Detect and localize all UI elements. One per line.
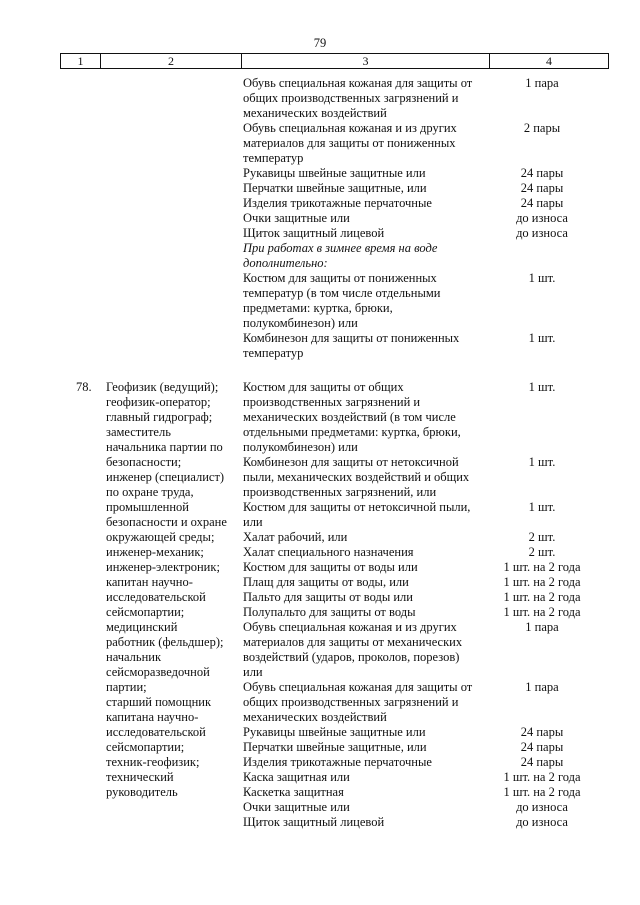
entry78-item-9-qty: 1 пара xyxy=(525,620,559,634)
top-item-9-qty: 1 шт. xyxy=(528,331,556,345)
profession-line-14: исследовательской xyxy=(106,590,206,604)
header-col-1: 1 xyxy=(61,54,101,68)
profession-line-19: сейсморазведочной xyxy=(106,665,210,679)
profession-line-18: начальник xyxy=(106,650,162,664)
top-item-6-qty: до износа xyxy=(516,226,568,240)
entry78-item-7-qty: 1 шт. на 2 года xyxy=(503,590,581,604)
profession-line-27: руководитель xyxy=(106,785,178,799)
profession-line-13: капитан научно- xyxy=(106,575,193,589)
profession-line-12: инженер-электроник; xyxy=(106,560,220,574)
entry78-item-0-line-2: механических воздействий (в том числе xyxy=(243,410,456,424)
entry78-item-5-line-0: Костюм для защиты от воды или xyxy=(243,560,418,574)
top-item-8-line-3: полукомбинезон) или xyxy=(243,316,358,330)
header-col-3: 3 xyxy=(242,54,490,68)
top-item-1-line-2: температур xyxy=(243,151,304,165)
entry78-item-1-line-2: производственных загрязнений, или xyxy=(243,485,437,499)
top-item-3-line-0: Перчатки швейные защитные, или xyxy=(243,181,427,195)
entry78-item-5-qty: 1 шт. на 2 года xyxy=(503,560,581,574)
entry78-item-9-line-0: Обувь специальная кожаная и из других xyxy=(243,620,457,634)
entry78-item-11-qty: 24 пары xyxy=(520,725,564,739)
entry78-item-14-line-0: Каска защитная или xyxy=(243,770,350,784)
profession-line-15: сейсмопартии; xyxy=(106,605,185,619)
entry78-item-7-line-0: Пальто для защиты от воды или xyxy=(243,590,413,604)
top-item-8-line-2: предметами: куртка, брюки, xyxy=(243,301,393,315)
profession-line-3: заместитель xyxy=(106,425,171,439)
profession-line-6: инженер (специалист) xyxy=(106,470,225,484)
entry78-item-10-line-0: Обувь специальная кожаная для защиты от xyxy=(243,680,473,694)
entry78-item-0-qty: 1 шт. xyxy=(528,380,556,394)
top-item-0-line-1: общих производственных загрязнений и xyxy=(243,91,459,105)
top-item-8-qty: 1 шт. xyxy=(528,271,556,285)
top-item-5-qty: до износа xyxy=(516,211,568,225)
header-col-4: 4 xyxy=(546,54,552,68)
entry78-item-4-line-0: Халат специального назначения xyxy=(243,545,414,559)
top-item-4-line-0: Изделия трикотажные перчаточные xyxy=(243,196,432,210)
top-item-2-qty: 24 пары xyxy=(520,166,564,180)
profession-line-17: работник (фельдшер); xyxy=(106,635,224,649)
top-item-2-line-0: Рукавицы швейные защитные или xyxy=(243,166,426,180)
profession-line-25: техник-геофизик; xyxy=(106,755,200,769)
entry78-item-9-line-1: материалов для защиты от механических xyxy=(243,635,463,649)
entry78-item-1-line-0: Комбинезон для защиты от нетоксичной xyxy=(243,455,459,469)
profession-line-5: безопасности; xyxy=(106,455,182,469)
entry78-item-3-line-0: Халат рабочий, или xyxy=(243,530,348,544)
entry78-item-8-qty: 1 шт. на 2 года xyxy=(503,605,581,619)
profession-line-7: по охране труда, xyxy=(106,485,194,499)
top-item-0-line-0: Обувь специальная кожаная для защиты от xyxy=(243,76,473,90)
top-item-0-line-2: механических воздействий xyxy=(243,106,387,120)
top-item-1-qty: 2 пары xyxy=(523,121,561,135)
entry78-item-0-line-0: Костюм для защиты от общих xyxy=(243,380,404,394)
entry78-item-3-qty: 2 шт. xyxy=(528,530,556,544)
entry78-item-8-line-0: Полупальто для защиты от воды xyxy=(243,605,416,619)
entry78-item-9-line-2: воздействий (ударов, проколов, порезов) xyxy=(243,650,460,664)
entry78-item-17-qty: до износа xyxy=(516,815,568,829)
profession-line-24: сейсмопартии; xyxy=(106,740,185,754)
top-item-9-line-1: температур xyxy=(243,346,304,360)
top-item-6-line-0: Щиток защитный лицевой xyxy=(243,226,385,240)
entry78-item-11-line-0: Рукавицы швейные защитные или xyxy=(243,725,426,739)
entry78-item-17-line-0: Щиток защитный лицевой xyxy=(243,815,385,829)
entry78-item-6-qty: 1 шт. на 2 года xyxy=(503,575,581,589)
entry78-item-1-line-1: пыли, механических воздействий и общих xyxy=(243,470,470,484)
entry78-item-12-qty: 24 пары xyxy=(520,740,564,754)
entry78-item-2-qty: 1 шт. xyxy=(528,500,556,514)
page-number: 79 xyxy=(313,36,327,50)
profession-line-23: исследовательской xyxy=(106,725,206,739)
entry78-item-15-line-0: Каскетка защитная xyxy=(243,785,344,799)
top-item-7-line-1: дополнительно: xyxy=(243,256,328,270)
entry78-item-10-line-1: общих производственных загрязнений и xyxy=(243,695,459,709)
entry78-item-0-line-3: отдельными предметами: куртка, брюки, xyxy=(243,425,461,439)
top-item-8-line-0: Костюм для защиты от пониженных xyxy=(243,271,437,285)
profession-line-16: медицинский xyxy=(106,620,178,634)
entry78-item-4-qty: 2 шт. xyxy=(528,545,556,559)
entry78-item-16-line-0: Очки защитные или xyxy=(243,800,350,814)
profession-line-1: геофизик-оператор; xyxy=(106,395,211,409)
profession-line-22: капитана научно- xyxy=(106,710,199,724)
top-item-4-qty: 24 пары xyxy=(520,196,564,210)
entry78-item-10-line-2: механических воздействий xyxy=(243,710,387,724)
profession-line-11: инженер-механик; xyxy=(106,545,204,559)
profession-line-20: партии; xyxy=(106,680,147,694)
top-item-1-line-0: Обувь специальная кожаная и из других xyxy=(243,121,457,135)
entry78-item-2-line-1: или xyxy=(243,515,263,529)
entry78-item-10-qty: 1 пара xyxy=(525,680,559,694)
top-item-0-qty: 1 пара xyxy=(525,76,559,90)
row-number-78: 78. xyxy=(76,380,92,394)
top-item-8-line-1: температур (в том числе отдельными xyxy=(243,286,441,300)
top-item-7-line-0: При работах в зимнее время на воде xyxy=(243,241,438,255)
entry78-item-15-qty: 1 шт. на 2 года xyxy=(503,785,581,799)
entry78-item-13-line-0: Изделия трикотажные перчаточные xyxy=(243,755,432,769)
entry78-item-0-line-1: производственных загрязнений и xyxy=(243,395,421,409)
profession-line-10: окружающей среды; xyxy=(106,530,215,544)
top-item-3-qty: 24 пары xyxy=(520,181,564,195)
entry78-item-12-line-0: Перчатки швейные защитные, или xyxy=(243,740,427,754)
profession-line-2: главный гидрограф; xyxy=(106,410,213,424)
entry78-item-2-line-0: Костюм для защиты от нетоксичной пыли, xyxy=(243,500,471,514)
entry78-item-14-qty: 1 шт. на 2 года xyxy=(503,770,581,784)
profession-line-8: промышленной xyxy=(106,500,189,514)
profession-line-0: Геофизик (ведущий); xyxy=(106,380,219,394)
profession-line-21: старший помощник xyxy=(106,695,212,709)
header-col-2: 2 xyxy=(101,54,242,68)
entry78-item-16-qty: до износа xyxy=(516,800,568,814)
entry78-item-9-line-3: или xyxy=(243,665,263,679)
profession-line-9: безопасности и охране xyxy=(106,515,227,529)
top-item-9-line-0: Комбинезон для защиты от пониженных xyxy=(243,331,460,345)
top-item-5-line-0: Очки защитные или xyxy=(243,211,350,225)
entry78-item-6-line-0: Плащ для защиты от воды, или xyxy=(243,575,409,589)
entry78-item-0-line-4: полукомбинезон) или xyxy=(243,440,358,454)
profession-line-4: начальника партии по xyxy=(106,440,223,454)
top-item-1-line-1: материалов для защиты от пониженных xyxy=(243,136,456,150)
entry78-item-1-qty: 1 шт. xyxy=(528,455,556,469)
profession-line-26: технический xyxy=(106,770,174,784)
entry78-item-13-qty: 24 пары xyxy=(520,755,564,769)
